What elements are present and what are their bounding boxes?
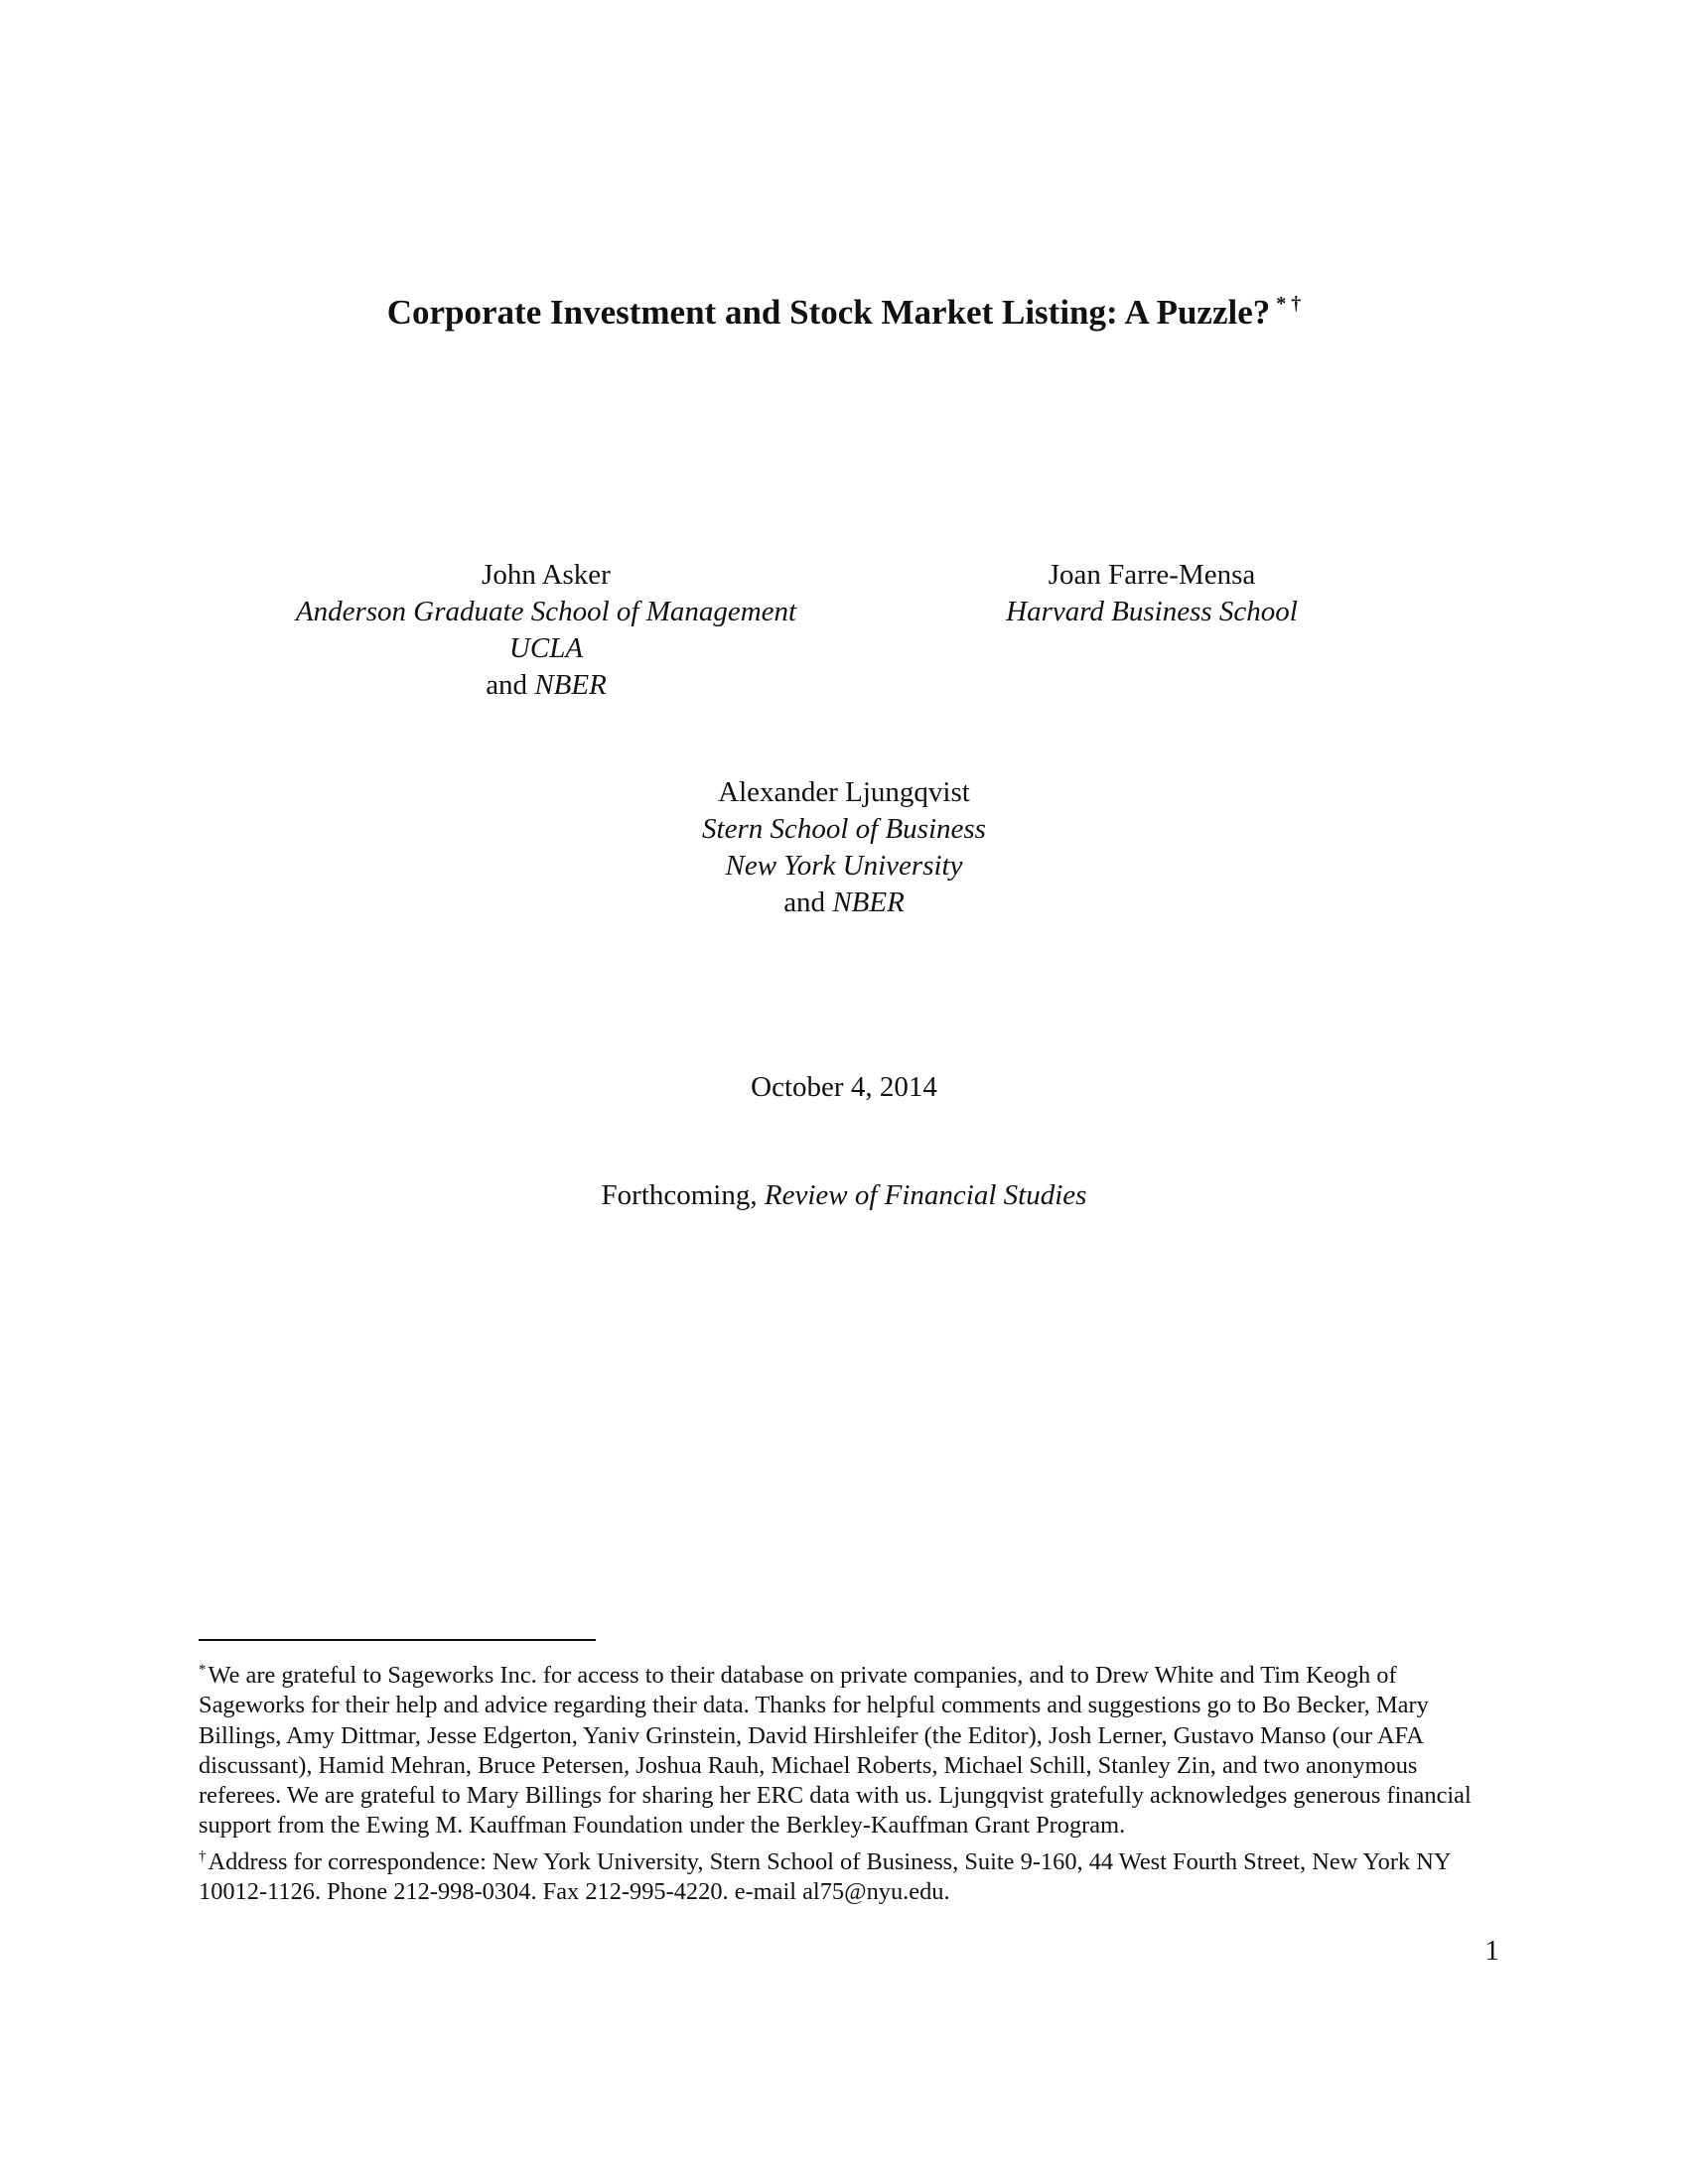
- footnote-mark: †: [199, 1847, 207, 1864]
- paper-title: [0, 282, 1688, 335]
- footnote-correspondence: [199, 1842, 1489, 1908]
- journal-name: Review of Financial Studies: [764, 1179, 1087, 1211]
- author-name: John Asker: [482, 559, 611, 591]
- page-number: 1: [1484, 1935, 1499, 1967]
- and-org: NBER: [534, 669, 607, 701]
- footnotes: [199, 1655, 1489, 1907]
- author-affiliation: Harvard Business School: [1006, 596, 1298, 627]
- author-name: Joan Farre-Mensa: [1048, 559, 1256, 591]
- and-word: and: [783, 887, 826, 918]
- author-block-asker: [199, 557, 894, 704]
- paper-date: October 4, 2014: [751, 1071, 937, 1103]
- footnote-text: We are grateful to Sageworks Inc. for access to their database on private companies, and to Drew White and Tim Keogh of Sageworks for their help and advice regarding their data. Thanks for helpful comments and suggestions go to Bo Becker, Mary Billings, Amy Dittmar, Jesse Edgerton, Yaniv Grinstein, David Hirshleifer (the Editor), Josh Lerner, Gustavo Manso (our AFA discussant), Hamid Mehran, Bruce Petersen, Joshua Rauh, Michael Roberts, Michael Schill, Stanley Zin, and two anonymous referees. We are grateful to Mary Billings for sharing her ERC data with us. Ljungqvist gratefully acknowledges generous financial support from the Ewing M. Kauffman Foundation under the Berkley-Kauffman Grant Program.: [199, 1662, 1472, 1840]
- author-affiliation: Anderson Graduate School of Management: [295, 596, 797, 627]
- footnote-text: Address for correspondence: New York University, Stern School of Business, Suite 9-160, 44 West Fourth Street, New York NY 10012-1126. Phone 212-998-0304. Fax 212-995-4220. e-mail al75@nyu.edu.: [199, 1847, 1451, 1906]
- author-affiliation: Stern School of Business: [702, 813, 986, 845]
- title-footnote-marks: * †: [1276, 293, 1302, 315]
- author-and-line: [199, 667, 894, 704]
- footnote-acknowledgments: [199, 1655, 1489, 1842]
- author-name: Alexander Ljungqvist: [718, 776, 970, 808]
- author-and-line: [496, 885, 1192, 921]
- and-word: and: [486, 669, 528, 701]
- paper-title-text: Corporate Investment and Stock Market Listing: A Puzzle?: [386, 293, 1271, 332]
- author-affiliation: UCLA: [508, 632, 584, 664]
- footnote-separator: [199, 1639, 596, 1641]
- footnote-mark: *: [199, 1662, 207, 1678]
- venue-prefix: Forthcoming,: [601, 1179, 758, 1211]
- and-org: NBER: [832, 887, 905, 918]
- author-block-ljungqvist: [496, 774, 1192, 921]
- author-block-farre-mensa: [884, 557, 1420, 630]
- author-affiliation: New York University: [725, 850, 963, 882]
- publication-venue: [0, 1177, 1688, 1213]
